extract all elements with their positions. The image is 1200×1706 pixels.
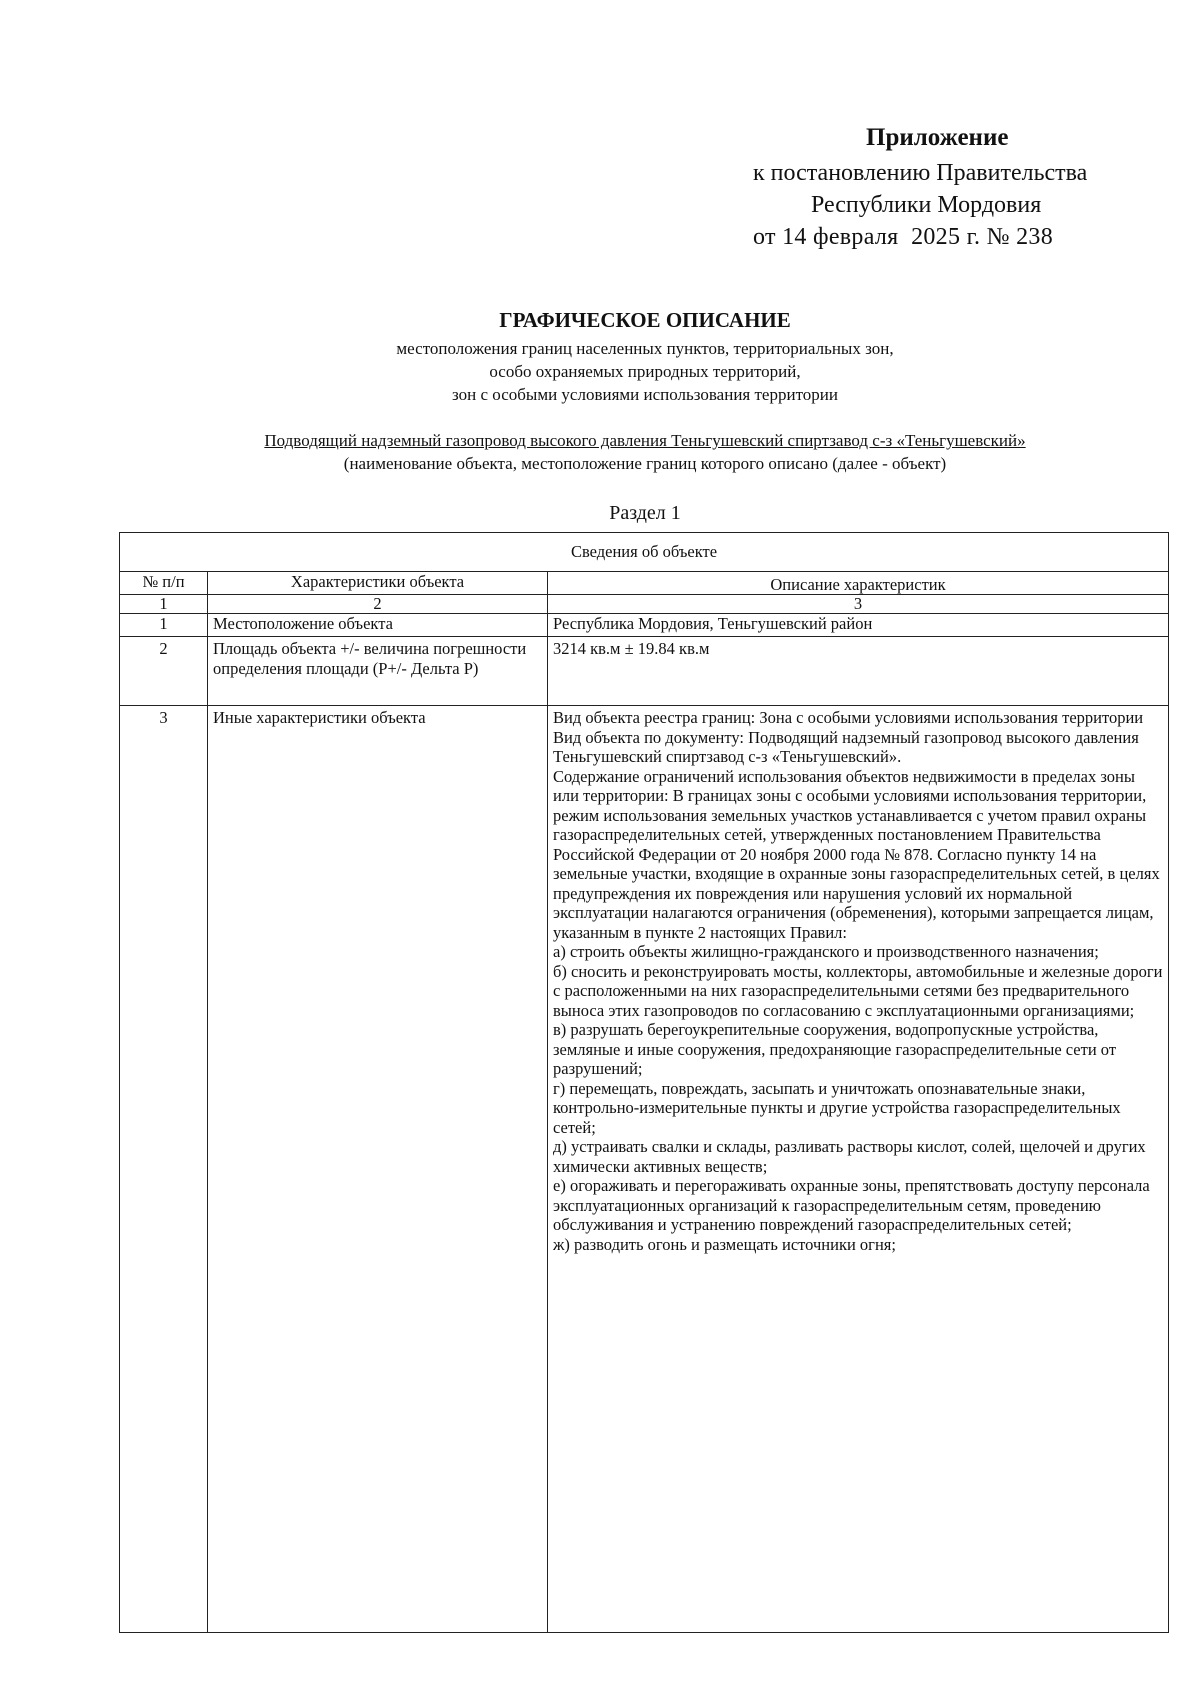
section-heading: Раздел 1 [609,502,681,524]
appendix-date-number-line: от 14 февраля 2025 г. № 238 [753,224,1054,250]
row-characteristic: Местоположение объекта [208,614,548,637]
row-characteristic: Иные характеристики объекта [208,706,548,1633]
description-paragraph: г) перемещать, повреждать, засыпать и уничтожать опознавательные знаки, контрольно-измерительные пункты и другие устройства газораспределительных сетей; [553,1078,1121,1137]
object-name-note: (наименование объекта, местоположение границ которого описано (далее - объект) [343,454,947,473]
description-paragraph: ж) разводить огонь и размещать источники огня; [553,1234,896,1254]
object-info-table [119,532,1169,1633]
object-name: Подводящий надземный газопровод высокого давления Теньгушевский спиртзавод с-з «Теньгушевский» [264,431,1026,450]
table-caption-row [120,533,1169,572]
row-description: Республика Мордовия, Теньгушевский район [548,614,1169,637]
table-row [120,614,1169,637]
row-characteristic: Площадь объекта +/- величина погрешности определения площади (P+/- Дельта P) [208,637,548,706]
description-paragraph: б) сносить и реконструировать мосты, коллекторы, автомобильные и железные дороги с расположенными на них газораспределительными сетями без предварительного выноса этих газопроводов по согласованию с эксплуатационными организациями; [553,961,1163,1020]
table-row [120,706,1169,1633]
description-paragraph: Вид объекта реестра границ: Зона с особыми условиями использования территории [553,708,1144,727]
column-number-2: 2 [208,595,548,614]
description-paragraph: д) устраивать свалки и склады, разливать растворы кислот, солей, щелочей и других химически активных веществ; [553,1137,1146,1176]
document-subtitle-line-1: местоположения границ населенных пунктов, территориальных зон, [396,339,894,358]
document-title: ГРАФИЧЕСКОЕ ОПИСАНИЕ [499,308,791,332]
row-description: 3214 кв.м ± 19.84 кв.м [548,637,1169,706]
document-subtitle-line-3: зон с особыми условиями использования территории [452,385,838,404]
table-header-row [120,572,1169,595]
row-number: 2 [120,637,208,706]
appendix-title: Приложение [866,124,1009,151]
header-description: Описание характеристик [548,572,1169,595]
description-paragraph: в) разрушать берегоукрепительные сооружения, водопропускные устройства, земляные и иные сооружения, предохраняющие газораспределительные сети от разрушений; [553,1020,1117,1078]
appendix-resolution-line: к постановлению Правительства [753,160,1088,186]
column-number-3: 3 [548,595,1169,614]
description-paragraph: а) строить объекты жилищно-гражданского и производственного назначения; [553,942,1099,961]
appendix-republic-line: Республики Мордовия [811,192,1042,218]
document-subtitle-line-2: особо охраняемых природных территорий, [489,362,801,381]
column-number-1: 1 [120,595,208,614]
row-description [548,706,1169,1633]
table-row [120,637,1169,706]
header-number: № п/п [120,572,208,595]
row-number: 1 [120,614,208,637]
header-characteristics: Характеристики объекта [208,572,548,595]
description-paragraph: Содержание ограничений использования объектов недвижимости в пределах зоны или территории: В границах зоны с особыми условиями использования территории, режим использования земельных участков устанавливается с учетом правил охраны газораспределительных сетей, утвержденных постановлением Правительства Российской Федерации от 20 ноября 2000 года № 878. Согласно пункту 14 на земельные участки, входящие в охранные зоны газораспределительных сетей, в целях предупреждения их повреждения или нарушения условий их нормальной эксплуатации налагаются ограничения (обременения), которыми запрещается лицам, указанным в пункте 2 настоящих Правил: [553,766,1160,942]
description-paragraph: е) огораживать и перегораживать охранные зоны, препятствовать доступу персонала эксплуатационных организаций к газораспределительным сетям, проведению обслуживания и устранению повреждений газораспределительных сетей; [553,1176,1150,1234]
table-caption: Сведения об объекте [120,533,1169,572]
row-number: 3 [120,706,208,1633]
table-column-numbers-row [120,595,1169,614]
description-paragraph: Вид объекта по документу: Подводящий надземный газопровод высокого давления Теньгушевский спиртзавод с-з «Теньгушевский». [553,727,1139,766]
